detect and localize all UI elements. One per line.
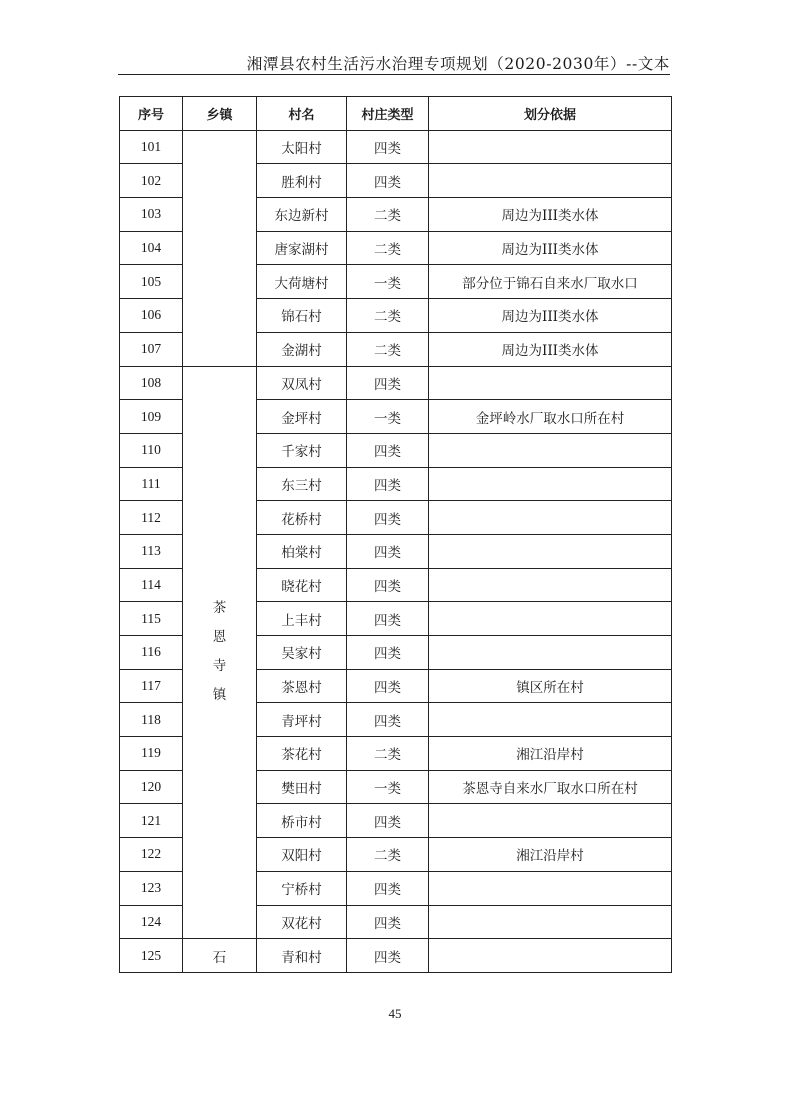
column-header-type: 村庄类型 (347, 97, 429, 131)
cell-type: 四类 (347, 501, 429, 535)
table-row (120, 939, 672, 973)
cell-town-group-2 (183, 366, 257, 939)
cell-village: 东三村 (257, 467, 347, 501)
cell-no: 123 (120, 871, 183, 905)
cell-village: 茶恩村 (257, 669, 347, 703)
cell-no: 118 (120, 703, 183, 737)
cell-type: 四类 (347, 568, 429, 602)
cell-type: 二类 (347, 198, 429, 232)
cell-no: 107 (120, 332, 183, 366)
cell-type: 四类 (347, 602, 429, 636)
cell-basis (429, 366, 672, 400)
cell-village: 唐家湖村 (257, 231, 347, 265)
cell-basis: 湘江沿岸村 (429, 838, 672, 872)
cell-town-group-1 (183, 130, 257, 366)
cell-village: 双阳村 (257, 838, 347, 872)
column-header-town: 乡镇 (183, 97, 257, 131)
cell-no: 109 (120, 400, 183, 434)
cell-type: 四类 (347, 534, 429, 568)
cell-type: 一类 (347, 770, 429, 804)
cell-type: 四类 (347, 939, 429, 973)
document-header: 湘潭县农村生活污水治理专项规划（2020-2030年）--文本 (246, 55, 670, 73)
cell-type: 四类 (347, 804, 429, 838)
cell-village: 大荷塘村 (257, 265, 347, 299)
cell-basis (429, 534, 672, 568)
cell-basis (429, 703, 672, 737)
cell-basis: 金坪岭水厂取水口所在村 (429, 400, 672, 434)
cell-village: 柏棠村 (257, 534, 347, 568)
cell-village: 宁桥村 (257, 871, 347, 905)
cell-village: 金湖村 (257, 332, 347, 366)
cell-basis: 周边为III类水体 (429, 198, 672, 232)
cell-basis (429, 905, 672, 939)
cell-type: 二类 (347, 838, 429, 872)
cell-type: 四类 (347, 130, 429, 164)
cell-no: 125 (120, 939, 183, 973)
town-name-char: 茶 (212, 600, 227, 617)
cell-basis (429, 939, 672, 973)
cell-no: 112 (120, 501, 183, 535)
cell-village: 上丰村 (257, 602, 347, 636)
cell-no: 124 (120, 905, 183, 939)
cell-type: 四类 (347, 433, 429, 467)
cell-basis (429, 433, 672, 467)
town-name-char: 寺 (212, 658, 227, 675)
cell-type: 四类 (347, 703, 429, 737)
cell-basis: 周边为III类水体 (429, 299, 672, 333)
cell-town-group-3: 石 (183, 939, 257, 973)
cell-village: 桥市村 (257, 804, 347, 838)
page-number: 45 (388, 1006, 402, 1021)
cell-type: 四类 (347, 164, 429, 198)
cell-no: 114 (120, 568, 183, 602)
cell-basis (429, 568, 672, 602)
cell-basis: 镇区所在村 (429, 669, 672, 703)
cell-village: 双花村 (257, 905, 347, 939)
cell-basis (429, 636, 672, 670)
table-row (120, 366, 672, 400)
cell-no: 121 (120, 804, 183, 838)
cell-no: 102 (120, 164, 183, 198)
town-name-char: 恩 (212, 629, 227, 646)
cell-village: 锦石村 (257, 299, 347, 333)
cell-basis: 周边为III类水体 (429, 332, 672, 366)
cell-basis (429, 602, 672, 636)
cell-no: 119 (120, 737, 183, 771)
cell-type: 四类 (347, 669, 429, 703)
cell-basis (429, 871, 672, 905)
cell-village: 东边新村 (257, 198, 347, 232)
cell-type: 四类 (347, 636, 429, 670)
cell-no: 103 (120, 198, 183, 232)
cell-village: 青坪村 (257, 703, 347, 737)
cell-type: 二类 (347, 332, 429, 366)
cell-no: 108 (120, 366, 183, 400)
cell-village: 樊田村 (257, 770, 347, 804)
cell-village: 花桥村 (257, 501, 347, 535)
cell-basis (429, 164, 672, 198)
column-header-no: 序号 (120, 97, 183, 131)
town-name-char: 镇 (212, 687, 227, 704)
cell-village: 茶花村 (257, 737, 347, 771)
cell-no: 116 (120, 636, 183, 670)
cell-village: 双凤村 (257, 366, 347, 400)
cell-village: 太阳村 (257, 130, 347, 164)
cell-village: 千家村 (257, 433, 347, 467)
cell-basis: 周边为III类水体 (429, 231, 672, 265)
cell-no: 111 (120, 467, 183, 501)
table-header-row (120, 97, 672, 131)
cell-no: 120 (120, 770, 183, 804)
cell-village: 吴家村 (257, 636, 347, 670)
cell-basis: 湘江沿岸村 (429, 737, 672, 771)
cell-type: 四类 (347, 905, 429, 939)
cell-no: 122 (120, 838, 183, 872)
cell-basis (429, 130, 672, 164)
cell-village: 胜利村 (257, 164, 347, 198)
cell-no: 110 (120, 433, 183, 467)
cell-village: 金坪村 (257, 400, 347, 434)
village-classification-table (119, 96, 672, 973)
cell-basis: 茶恩寺自来水厂取水口所在村 (429, 770, 672, 804)
column-header-village: 村名 (257, 97, 347, 131)
cell-type: 二类 (347, 231, 429, 265)
column-header-basis: 划分依据 (429, 97, 672, 131)
table-row (120, 130, 672, 164)
cell-type: 二类 (347, 737, 429, 771)
cell-no: 106 (120, 299, 183, 333)
cell-type: 一类 (347, 265, 429, 299)
cell-basis (429, 467, 672, 501)
cell-type: 四类 (347, 366, 429, 400)
cell-basis: 部分位于锦石自来水厂取水口 (429, 265, 672, 299)
cell-basis (429, 804, 672, 838)
cell-no: 117 (120, 669, 183, 703)
cell-no: 113 (120, 534, 183, 568)
town-name-vertical (213, 594, 227, 710)
cell-type: 一类 (347, 400, 429, 434)
cell-type: 四类 (347, 871, 429, 905)
cell-village: 青和村 (257, 939, 347, 973)
cell-no: 115 (120, 602, 183, 636)
cell-no: 104 (120, 231, 183, 265)
cell-basis (429, 501, 672, 535)
header-rule (118, 74, 670, 75)
cell-village: 晓花村 (257, 568, 347, 602)
cell-no: 101 (120, 130, 183, 164)
cell-type: 四类 (347, 467, 429, 501)
cell-no: 105 (120, 265, 183, 299)
cell-type: 二类 (347, 299, 429, 333)
